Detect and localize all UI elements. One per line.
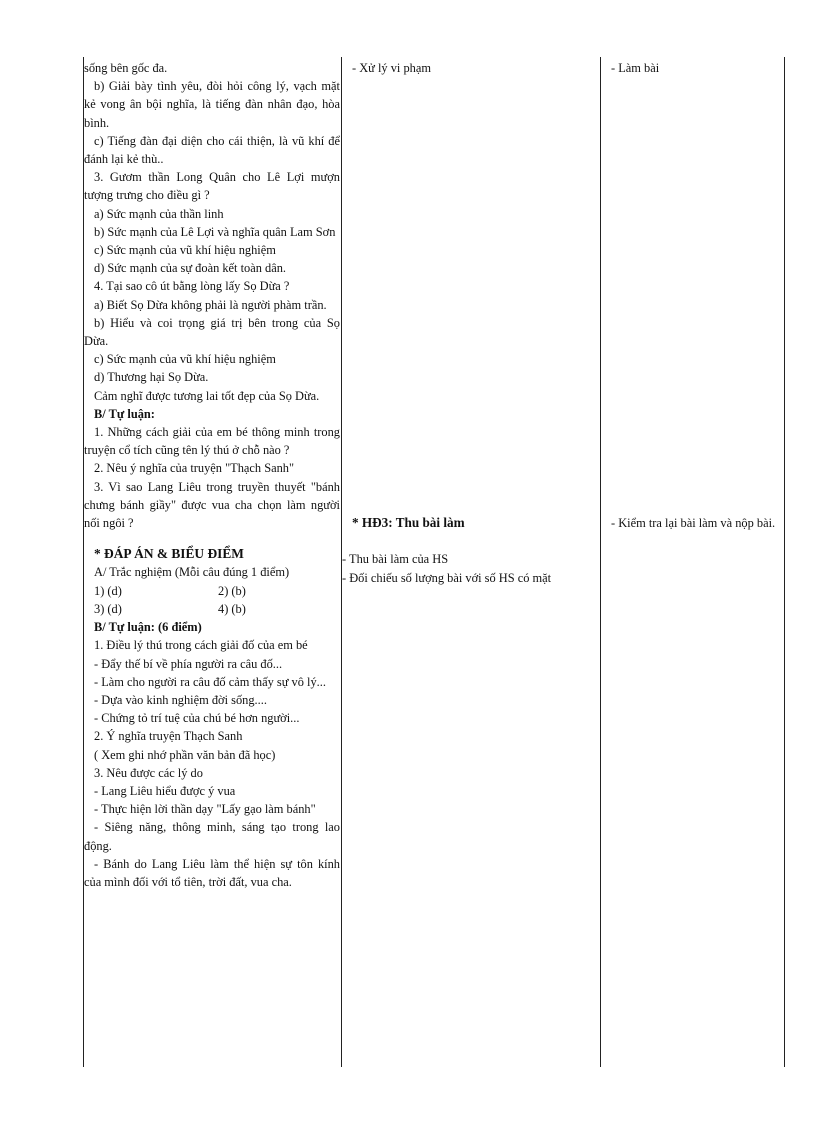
activity-line: - Xử lý vi phạm bbox=[352, 61, 431, 75]
text-line: c) Tiếng đàn đại diện cho cái thiện, là vũ khí để đánh lại kẻ thù.. bbox=[84, 133, 340, 167]
essay-question: 3. Vì sao Lang Liêu trong truyền thuyết "bánh chưng bánh giầy" được vua cha chọn làm người nối ngôi ? bbox=[84, 479, 340, 531]
answer-multiple-choice: A/ Trắc nghiệm (Mỗi câu đúng 1 điểm) bbox=[94, 565, 290, 580]
option: b) Sức mạnh của Lê Lợi và nghĩa quân Lam Sơn bbox=[94, 224, 336, 239]
answer-line: - Bánh do Lang Liêu làm thể hiện sự tôn kính của mình đối với tổ tiên, trời đất, vua cha. bbox=[84, 856, 340, 889]
answer-line: - Làm cho người ra câu đố cảm thấy sự vô lý... bbox=[94, 674, 326, 689]
option: b) Hiểu và coi trọng giá trị bên trong của Sọ Dừa. bbox=[84, 315, 340, 349]
answer-line: - Dựa vào kinh nghiệm đời sống.... bbox=[94, 692, 267, 707]
option: d) Thương hại Sọ Dừa. bbox=[94, 370, 209, 385]
answer-line: - Chứng tỏ trí tuệ của chú bé hơn người... bbox=[94, 711, 300, 726]
answer-line: ( Xem ghi nhớ phần văn bản đã học) bbox=[94, 747, 276, 762]
teacher-content-column bbox=[84, 59, 340, 891]
table-border-right bbox=[784, 57, 785, 1067]
answer-line: 3. Nêu được các lý do bbox=[94, 765, 203, 780]
answer-line: - Siêng năng, thông minh, sáng tạo trong lao động. bbox=[84, 820, 340, 853]
student-line: - Kiểm tra lại bài làm và nộp bài. bbox=[611, 516, 776, 531]
answer-item: 2) (b) bbox=[218, 583, 246, 598]
answer-line: - Thực hiện lời thần dạy "Lấy gạo làm bánh" bbox=[94, 802, 316, 817]
answer-line: 2. Ý nghĩa truyện Thạch Sanh bbox=[94, 729, 243, 744]
answer-row bbox=[84, 600, 340, 618]
option: a) Biết Sọ Dừa không phải là người phàm trần. bbox=[94, 297, 327, 312]
answer-item: 3) (d) bbox=[94, 601, 122, 616]
activity-line: - Đối chiếu số lượng bài với số HS có mặt bbox=[342, 570, 552, 585]
text-line: b) Giải bày tình yêu, đòi hỏi công lý, vạch mặt kẻ vong ân bội nghĩa, là tiếng đàn nhân đạo, hòa bình. bbox=[84, 79, 340, 130]
answer-line: 1. Điều lý thú trong cách giải đố của em bé bbox=[94, 638, 308, 653]
option: a) Sức mạnh của thần linh bbox=[94, 206, 224, 221]
student-line: - Làm bài bbox=[611, 61, 660, 75]
answer-item: 4) (b) bbox=[218, 601, 246, 616]
option: c) Sức mạnh của vũ khí hiệu nghiệm bbox=[94, 352, 276, 367]
answer-line: - Lang Liêu hiểu được ý vua bbox=[94, 783, 236, 798]
text-line: sống bên gốc đa. bbox=[84, 61, 168, 75]
option: Cảm nghĩ được tương lai tốt đẹp của Sọ Dừa. bbox=[94, 388, 320, 403]
answer-essay-heading: B/ Tự luận: (6 điểm) bbox=[94, 620, 202, 635]
answer-item: 1) (d) bbox=[94, 583, 122, 598]
question-4: 4. Tại sao cô út bằng lòng lấy Sọ Dừa ? bbox=[94, 279, 290, 294]
essay-question: 1. Những cách giải của em bé thông minh trong truyện cổ tích cũng tên lý thú ở chỗ nào ? bbox=[84, 425, 340, 458]
activity-line: - Thu bài làm của HS bbox=[342, 552, 449, 567]
essay-heading: B/ Tự luận: bbox=[94, 406, 155, 421]
answer-heading: * ĐÁP ÁN & BIỂU ĐIỂM bbox=[94, 546, 244, 562]
student-activity-column bbox=[601, 59, 783, 532]
question-3: 3. Gươm thần Long Quân cho Lê Lợi mượn tượng trưng cho điều gì ? bbox=[84, 170, 340, 203]
activity-heading-hd3: * HĐ3: Thu bài làm bbox=[352, 515, 465, 531]
option: d) Sức mạnh của sự đoàn kết toàn dân. bbox=[94, 261, 287, 276]
answer-line: - Đẩy thế bí về phía người ra câu đố... bbox=[94, 656, 283, 671]
option: c) Sức mạnh của vũ khí hiệu nghiệm bbox=[94, 243, 276, 258]
answer-row bbox=[84, 582, 340, 600]
teacher-activity-column bbox=[342, 59, 598, 587]
essay-question: 2. Nêu ý nghĩa của truyện "Thạch Sanh" bbox=[94, 461, 295, 476]
